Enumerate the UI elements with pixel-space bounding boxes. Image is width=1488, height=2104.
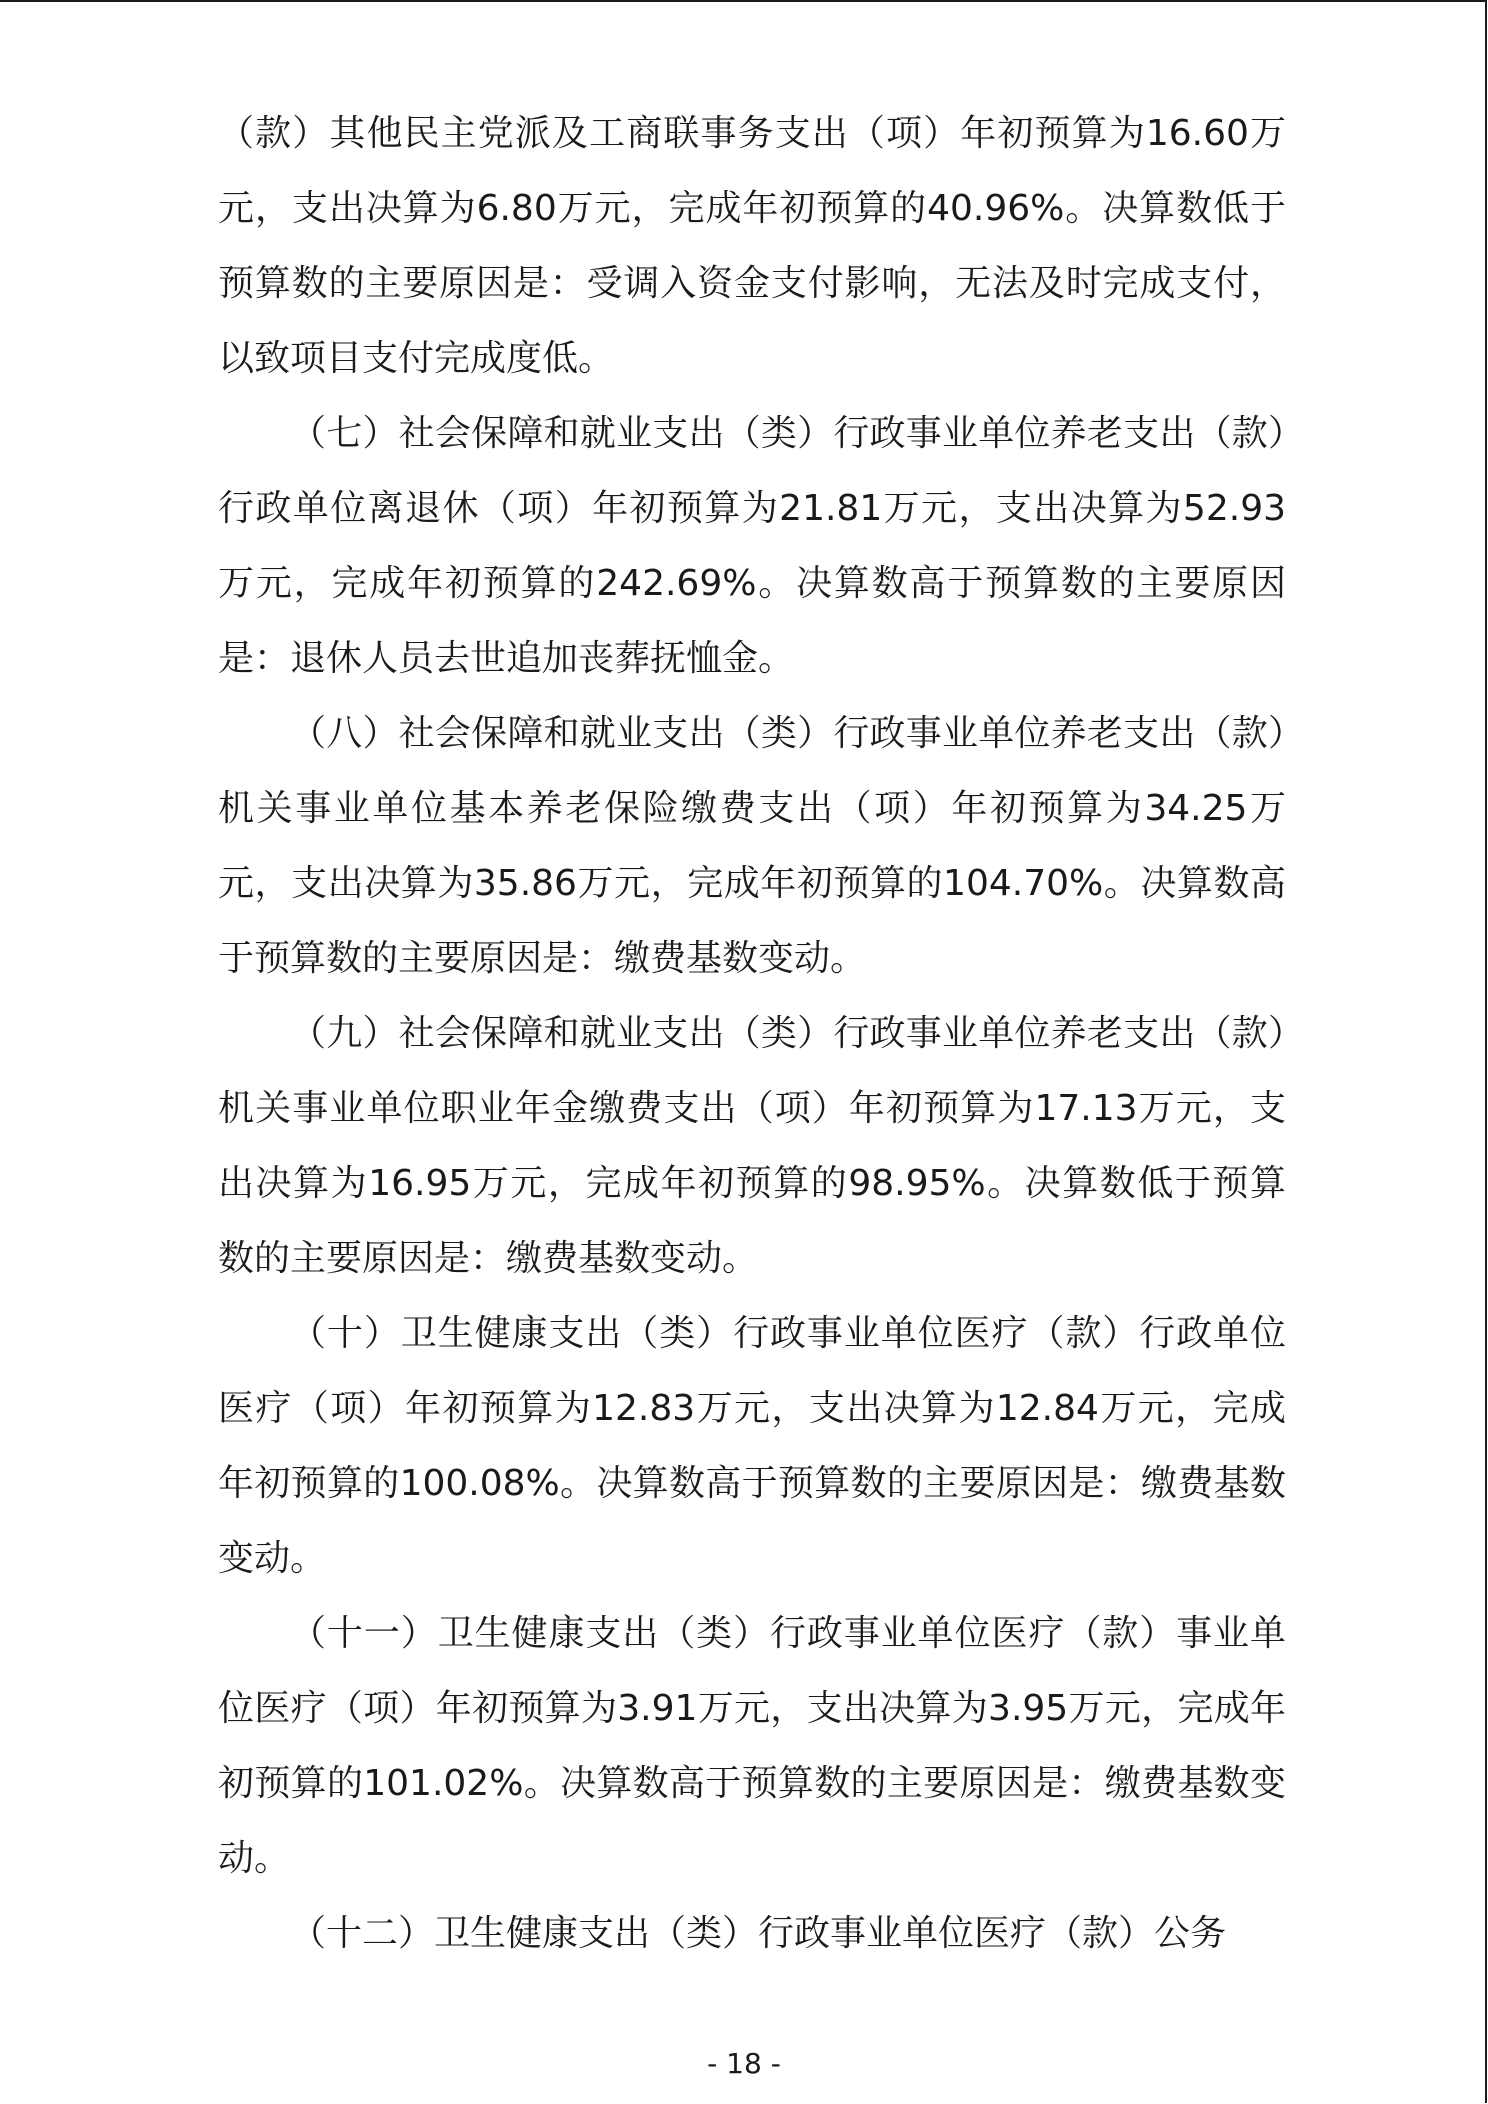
paragraph-item-12: （十二）卫生健康支出（类）行政事业单位医疗（款）公务 xyxy=(290,1913,1227,1954)
paragraph-item-9: （九）社会保障和就业支出（类）行政事业单位养老支出（款）机关事业单位职业年金缴费支出（项）年初预算为17.13万元，支出决算为16.95万元，完成年初预算的98.95%。决算数低于预算数的主要原因是：缴费基数变动。 xyxy=(218,1013,1286,1279)
paragraph-continuation: （款）其他民主党派及工商联事务支出（项）年初预算为16.60万元，支出决算为6.80万元，完成年初预算的40.96%。决算数低于预算数的主要原因是：受调入资金支付影响，无法及时完成支付，以致项目支付完成度低。 xyxy=(218,113,1286,379)
paragraph-item-11: （十一）卫生健康支出（类）行政事业单位医疗（款）事业单位医疗（项）年初预算为3.91万元，支出决算为3.95万元，完成年初预算的101.02%。决算数高于预算数的主要原因是：缴费基数变动。 xyxy=(218,1613,1286,1879)
paragraph-item-7: （七）社会保障和就业支出（类）行政事业单位养老支出（款）行政单位离退休（项）年初预算为21.81万元，支出决算为52.93万元，完成年初预算的242.69%。决算数高于预算数的主要原因是：退休人员去世追加丧葬抚恤金。 xyxy=(218,413,1286,679)
body-text xyxy=(218,96,1286,1971)
page-number: - 18 - xyxy=(707,2047,781,2080)
paragraph-item-8: （八）社会保障和就业支出（类）行政事业单位养老支出（款）机关事业单位基本养老保险缴费支出（项）年初预算为34.25万元，支出决算为35.86万元，完成年初预算的104.70%。决算数高于预算数的主要原因是：缴费基数变动。 xyxy=(218,713,1286,979)
paragraph-item-10: （十）卫生健康支出（类）行政事业单位医疗（款）行政单位医疗（项）年初预算为12.83万元，支出决算为12.84万元，完成年初预算的100.08%。决算数高于预算数的主要原因是：缴费基数变动。 xyxy=(218,1313,1286,1579)
